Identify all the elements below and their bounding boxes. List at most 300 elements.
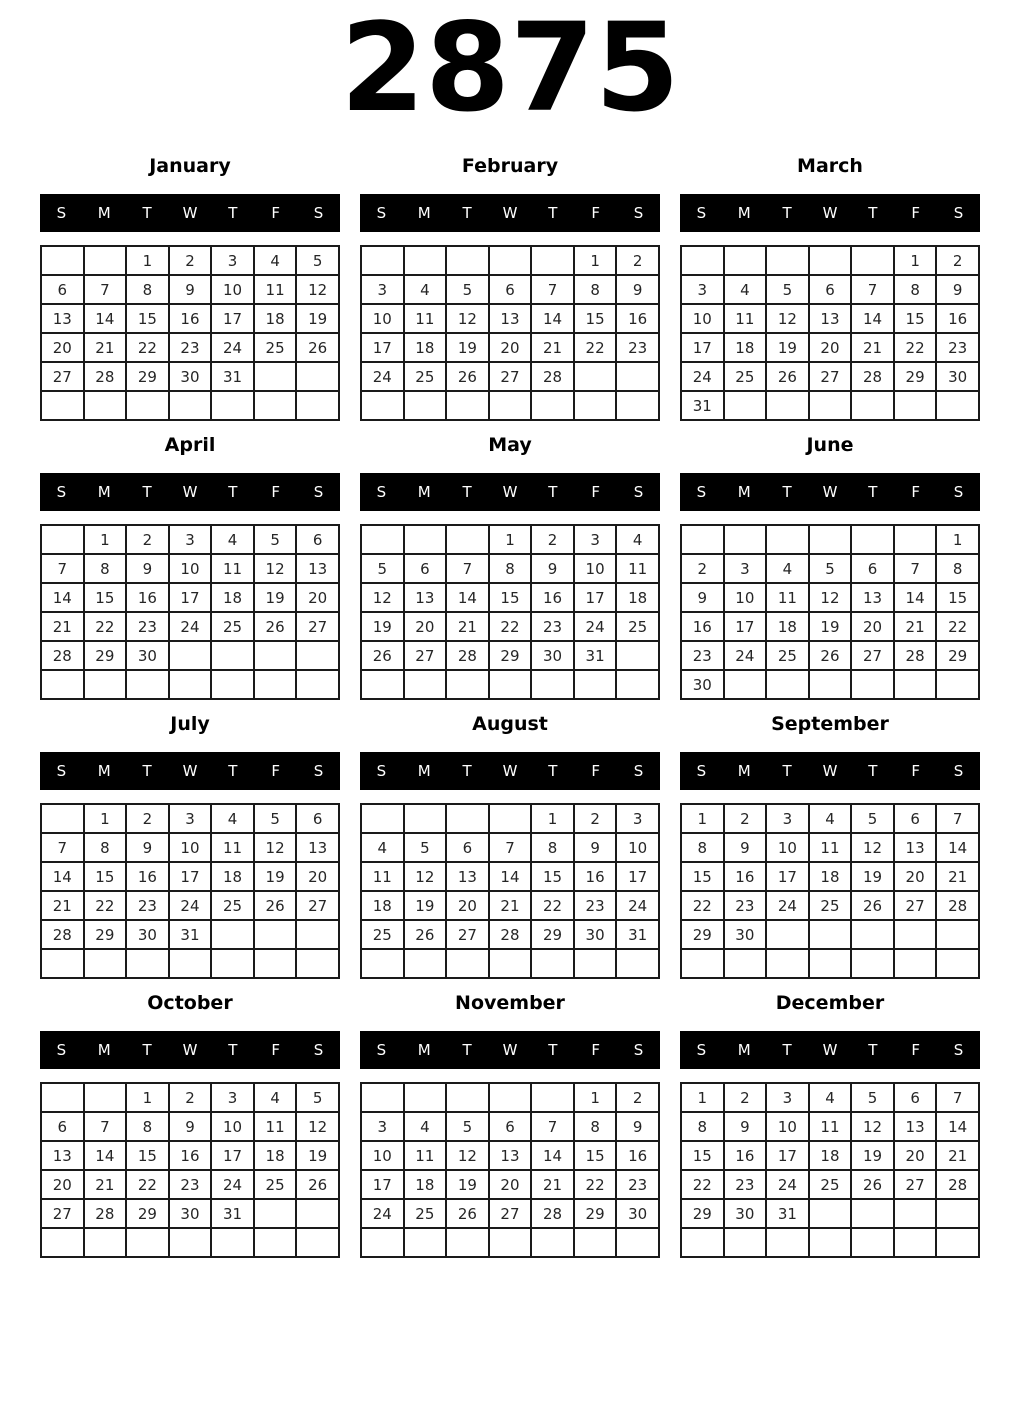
weekday-letter: F xyxy=(271,1041,281,1060)
day-cell: 29 xyxy=(936,641,979,670)
empty-day-cell xyxy=(616,1228,659,1257)
empty-day-cell xyxy=(41,1228,84,1257)
day-cell: 10 xyxy=(766,833,809,862)
day-cell: 7 xyxy=(531,275,574,304)
day-cell: 22 xyxy=(681,891,724,920)
weekday-letter: F xyxy=(271,204,281,223)
weekday-letter: W xyxy=(822,483,838,502)
month-days-body xyxy=(41,246,339,420)
month-block xyxy=(680,154,980,421)
day-cell: 5 xyxy=(296,246,339,275)
empty-day-cell xyxy=(361,1083,404,1112)
week-row xyxy=(681,833,979,862)
month-days-table xyxy=(680,803,980,979)
weekday-letter: M xyxy=(97,204,111,223)
day-cell: 11 xyxy=(616,554,659,583)
day-cell: 5 xyxy=(766,275,809,304)
day-cell: 28 xyxy=(84,1199,127,1228)
day-cell: 11 xyxy=(724,304,767,333)
day-cell: 28 xyxy=(851,362,894,391)
day-cell: 16 xyxy=(169,1141,212,1170)
empty-day-cell xyxy=(489,391,532,420)
month-days-body xyxy=(361,246,659,420)
day-cell: 5 xyxy=(361,554,404,583)
day-cell: 23 xyxy=(724,891,767,920)
empty-day-cell xyxy=(446,391,489,420)
month-days-body xyxy=(41,804,339,978)
week-row xyxy=(41,641,339,670)
day-cell: 10 xyxy=(361,1141,404,1170)
week-row xyxy=(681,641,979,670)
week-row xyxy=(681,304,979,333)
day-cell: 16 xyxy=(169,304,212,333)
day-cell: 12 xyxy=(296,1112,339,1141)
day-cell: 4 xyxy=(724,275,767,304)
weekday-letter: T xyxy=(462,204,472,223)
day-cell: 3 xyxy=(211,1083,254,1112)
day-cell: 4 xyxy=(254,1083,297,1112)
empty-day-cell xyxy=(41,525,84,554)
weekday-header-bar xyxy=(40,194,340,232)
empty-day-cell xyxy=(574,362,617,391)
day-cell: 28 xyxy=(446,641,489,670)
weekday-letter: S xyxy=(633,762,644,781)
day-cell: 26 xyxy=(809,641,852,670)
empty-day-cell xyxy=(489,1228,532,1257)
day-cell: 8 xyxy=(574,275,617,304)
day-cell: 13 xyxy=(894,1112,937,1141)
day-cell: 21 xyxy=(489,891,532,920)
weekday-letter: S xyxy=(376,1041,387,1060)
empty-day-cell xyxy=(211,920,254,949)
day-cell: 15 xyxy=(574,304,617,333)
day-cell: 5 xyxy=(851,804,894,833)
week-row xyxy=(361,304,659,333)
day-cell: 12 xyxy=(296,275,339,304)
day-cell: 9 xyxy=(574,833,617,862)
day-cell: 26 xyxy=(361,641,404,670)
week-row xyxy=(361,275,659,304)
day-cell: 17 xyxy=(616,862,659,891)
day-cell: 23 xyxy=(681,641,724,670)
month-days-table xyxy=(40,803,340,979)
week-row xyxy=(41,525,339,554)
weekday-header-bar xyxy=(360,1031,660,1069)
empty-day-cell xyxy=(254,920,297,949)
day-cell: 3 xyxy=(724,554,767,583)
week-row xyxy=(681,275,979,304)
empty-day-cell xyxy=(766,670,809,699)
day-cell: 20 xyxy=(894,862,937,891)
day-cell: 29 xyxy=(681,1199,724,1228)
day-cell: 18 xyxy=(254,1141,297,1170)
day-cell: 29 xyxy=(574,1199,617,1228)
day-cell: 13 xyxy=(489,1141,532,1170)
week-row xyxy=(361,391,659,420)
day-cell: 26 xyxy=(296,1170,339,1199)
weekday-letter: T xyxy=(782,762,792,781)
empty-day-cell xyxy=(296,949,339,978)
empty-day-cell xyxy=(809,1199,852,1228)
day-cell: 8 xyxy=(681,833,724,862)
day-cell: 22 xyxy=(681,1170,724,1199)
day-cell: 19 xyxy=(446,1170,489,1199)
day-cell: 3 xyxy=(361,275,404,304)
weekday-letter: S xyxy=(56,762,67,781)
weekday-letter: M xyxy=(737,204,751,223)
empty-day-cell xyxy=(851,1199,894,1228)
empty-day-cell xyxy=(574,670,617,699)
week-row xyxy=(361,1112,659,1141)
week-row xyxy=(41,333,339,362)
month-block xyxy=(360,712,660,979)
week-row xyxy=(361,1199,659,1228)
empty-day-cell xyxy=(211,641,254,670)
weekday-letter: W xyxy=(822,1041,838,1060)
empty-day-cell xyxy=(84,1228,127,1257)
empty-day-cell xyxy=(851,949,894,978)
weekday-letter: M xyxy=(737,483,751,502)
weekday-letter: T xyxy=(868,762,878,781)
day-cell: 18 xyxy=(211,583,254,612)
day-cell: 30 xyxy=(681,670,724,699)
empty-day-cell xyxy=(851,525,894,554)
weekday-letter: T xyxy=(868,483,878,502)
day-cell: 7 xyxy=(41,833,84,862)
empty-day-cell xyxy=(254,391,297,420)
day-cell: 24 xyxy=(681,362,724,391)
empty-day-cell xyxy=(254,641,297,670)
week-row xyxy=(681,862,979,891)
weekday-letter: W xyxy=(502,204,518,223)
day-cell: 25 xyxy=(404,1199,447,1228)
weekday-letter: W xyxy=(182,483,198,502)
empty-day-cell xyxy=(574,1228,617,1257)
day-cell: 3 xyxy=(169,525,212,554)
day-cell: 1 xyxy=(894,246,937,275)
weekday-letter: S xyxy=(696,483,707,502)
day-cell: 11 xyxy=(211,554,254,583)
weekday-letter: M xyxy=(417,204,431,223)
month-block xyxy=(680,712,980,979)
week-row xyxy=(681,949,979,978)
day-cell: 22 xyxy=(489,612,532,641)
day-cell: 7 xyxy=(531,1112,574,1141)
day-cell: 20 xyxy=(296,862,339,891)
week-row xyxy=(361,862,659,891)
day-cell: 12 xyxy=(254,833,297,862)
week-row xyxy=(361,525,659,554)
month-block xyxy=(40,712,340,979)
day-cell: 12 xyxy=(851,833,894,862)
day-cell: 6 xyxy=(851,554,894,583)
day-cell: 23 xyxy=(126,891,169,920)
day-cell: 12 xyxy=(404,862,447,891)
day-cell: 7 xyxy=(84,275,127,304)
day-cell: 14 xyxy=(936,833,979,862)
weekday-letter: F xyxy=(911,483,921,502)
weekday-letter: S xyxy=(696,204,707,223)
day-cell: 29 xyxy=(681,920,724,949)
day-cell: 14 xyxy=(936,1112,979,1141)
day-cell: 30 xyxy=(531,641,574,670)
day-cell: 11 xyxy=(809,1112,852,1141)
weekday-letter: M xyxy=(97,483,111,502)
empty-day-cell xyxy=(936,949,979,978)
month-title: July xyxy=(170,713,210,736)
day-cell: 13 xyxy=(851,583,894,612)
week-row xyxy=(681,1112,979,1141)
empty-day-cell xyxy=(851,391,894,420)
empty-day-cell xyxy=(489,804,532,833)
day-cell: 26 xyxy=(446,362,489,391)
day-cell: 25 xyxy=(404,362,447,391)
weekday-letter: S xyxy=(953,762,964,781)
empty-day-cell xyxy=(936,920,979,949)
empty-day-cell xyxy=(254,362,297,391)
day-cell: 19 xyxy=(851,862,894,891)
day-cell: 21 xyxy=(894,612,937,641)
week-row xyxy=(681,362,979,391)
day-cell: 11 xyxy=(211,833,254,862)
empty-day-cell xyxy=(681,525,724,554)
weekday-letter: W xyxy=(182,204,198,223)
day-cell: 6 xyxy=(489,275,532,304)
day-cell: 6 xyxy=(296,525,339,554)
empty-day-cell xyxy=(616,949,659,978)
day-cell: 13 xyxy=(296,554,339,583)
empty-day-cell xyxy=(404,1083,447,1112)
day-cell: 24 xyxy=(169,891,212,920)
day-cell: 22 xyxy=(574,333,617,362)
day-cell: 1 xyxy=(531,804,574,833)
day-cell: 28 xyxy=(489,920,532,949)
day-cell: 15 xyxy=(84,862,127,891)
day-cell: 18 xyxy=(724,333,767,362)
empty-day-cell xyxy=(361,804,404,833)
day-cell: 4 xyxy=(404,1112,447,1141)
day-cell: 7 xyxy=(851,275,894,304)
day-cell: 26 xyxy=(254,612,297,641)
day-cell: 27 xyxy=(296,612,339,641)
weekday-letter: T xyxy=(548,1041,558,1060)
weekday-letter: T xyxy=(782,204,792,223)
day-cell: 16 xyxy=(724,862,767,891)
empty-day-cell xyxy=(574,949,617,978)
day-cell: 16 xyxy=(936,304,979,333)
day-cell: 25 xyxy=(766,641,809,670)
empty-day-cell xyxy=(41,670,84,699)
day-cell: 12 xyxy=(446,304,489,333)
day-cell: 17 xyxy=(169,583,212,612)
day-cell: 4 xyxy=(211,525,254,554)
weekday-letter: S xyxy=(313,204,324,223)
day-cell: 31 xyxy=(211,362,254,391)
day-cell: 8 xyxy=(531,833,574,862)
week-row xyxy=(681,583,979,612)
week-row xyxy=(361,333,659,362)
empty-day-cell xyxy=(254,670,297,699)
day-cell: 18 xyxy=(211,862,254,891)
day-cell: 10 xyxy=(361,304,404,333)
empty-day-cell xyxy=(809,246,852,275)
day-cell: 14 xyxy=(41,862,84,891)
year-title: 2875 xyxy=(340,0,680,139)
week-row xyxy=(41,246,339,275)
day-cell: 13 xyxy=(404,583,447,612)
day-cell: 17 xyxy=(361,333,404,362)
day-cell: 15 xyxy=(126,1141,169,1170)
day-cell: 21 xyxy=(84,1170,127,1199)
empty-day-cell xyxy=(894,525,937,554)
day-cell: 1 xyxy=(936,525,979,554)
day-cell: 14 xyxy=(41,583,84,612)
week-row xyxy=(681,1141,979,1170)
day-cell: 5 xyxy=(296,1083,339,1112)
week-row xyxy=(361,804,659,833)
month-block xyxy=(40,433,340,700)
week-row xyxy=(681,804,979,833)
day-cell: 19 xyxy=(296,304,339,333)
empty-day-cell xyxy=(404,804,447,833)
day-cell: 18 xyxy=(361,891,404,920)
day-cell: 3 xyxy=(169,804,212,833)
day-cell: 10 xyxy=(574,554,617,583)
day-cell: 12 xyxy=(766,304,809,333)
day-cell: 9 xyxy=(169,275,212,304)
day-cell: 20 xyxy=(809,333,852,362)
empty-day-cell xyxy=(809,1228,852,1257)
weekday-letter: F xyxy=(591,762,601,781)
day-cell: 27 xyxy=(851,641,894,670)
day-cell: 21 xyxy=(84,333,127,362)
month-days-body xyxy=(681,1083,979,1257)
day-cell: 13 xyxy=(41,1141,84,1170)
day-cell: 4 xyxy=(211,804,254,833)
empty-day-cell xyxy=(894,949,937,978)
empty-day-cell xyxy=(809,525,852,554)
day-cell: 26 xyxy=(296,333,339,362)
weekday-letter: T xyxy=(868,204,878,223)
day-cell: 25 xyxy=(211,612,254,641)
day-cell: 16 xyxy=(126,862,169,891)
week-row xyxy=(361,1170,659,1199)
day-cell: 12 xyxy=(809,583,852,612)
day-cell: 2 xyxy=(681,554,724,583)
day-cell: 30 xyxy=(936,362,979,391)
weekday-letter: S xyxy=(376,762,387,781)
day-cell: 4 xyxy=(809,804,852,833)
empty-day-cell xyxy=(531,1083,574,1112)
month-days-body xyxy=(681,246,979,420)
day-cell: 29 xyxy=(126,362,169,391)
week-row xyxy=(361,949,659,978)
day-cell: 5 xyxy=(446,275,489,304)
day-cell: 10 xyxy=(169,554,212,583)
empty-day-cell xyxy=(766,246,809,275)
week-row xyxy=(41,1170,339,1199)
day-cell: 5 xyxy=(446,1112,489,1141)
day-cell: 19 xyxy=(296,1141,339,1170)
empty-day-cell xyxy=(404,1228,447,1257)
month-title: December xyxy=(775,992,885,1015)
month-days-body xyxy=(361,525,659,699)
weekday-letter: F xyxy=(911,762,921,781)
day-cell: 13 xyxy=(894,833,937,862)
weekday-letter: M xyxy=(417,1041,431,1060)
empty-day-cell xyxy=(126,949,169,978)
day-cell: 23 xyxy=(531,612,574,641)
weekday-header-bar xyxy=(680,194,980,232)
day-cell: 30 xyxy=(724,920,767,949)
day-cell: 27 xyxy=(41,1199,84,1228)
empty-day-cell xyxy=(126,670,169,699)
week-row xyxy=(361,554,659,583)
weekday-header-bar xyxy=(360,194,660,232)
day-cell: 20 xyxy=(446,891,489,920)
day-cell: 10 xyxy=(681,304,724,333)
week-row xyxy=(361,362,659,391)
day-cell: 18 xyxy=(809,862,852,891)
day-cell: 19 xyxy=(851,1141,894,1170)
day-cell: 8 xyxy=(574,1112,617,1141)
day-cell: 20 xyxy=(489,333,532,362)
empty-day-cell xyxy=(296,920,339,949)
day-cell: 7 xyxy=(936,1083,979,1112)
months-grid xyxy=(40,154,980,1258)
weekday-letter: F xyxy=(271,762,281,781)
day-cell: 12 xyxy=(446,1141,489,1170)
empty-day-cell xyxy=(296,641,339,670)
week-row xyxy=(681,525,979,554)
day-cell: 26 xyxy=(446,1199,489,1228)
day-cell: 11 xyxy=(361,862,404,891)
day-cell: 21 xyxy=(531,1170,574,1199)
empty-day-cell xyxy=(84,246,127,275)
empty-day-cell xyxy=(211,391,254,420)
weekday-letter: T xyxy=(228,204,238,223)
day-cell: 4 xyxy=(361,833,404,862)
day-cell: 23 xyxy=(724,1170,767,1199)
empty-day-cell xyxy=(766,391,809,420)
empty-day-cell xyxy=(489,1083,532,1112)
empty-day-cell xyxy=(126,1228,169,1257)
day-cell: 27 xyxy=(446,920,489,949)
week-row xyxy=(361,246,659,275)
month-title: May xyxy=(488,434,532,457)
week-row xyxy=(361,1083,659,1112)
day-cell: 27 xyxy=(489,1199,532,1228)
weekday-letter: T xyxy=(462,1041,472,1060)
empty-day-cell xyxy=(851,1228,894,1257)
day-cell: 20 xyxy=(489,1170,532,1199)
day-cell: 26 xyxy=(254,891,297,920)
day-cell: 20 xyxy=(41,1170,84,1199)
day-cell: 15 xyxy=(894,304,937,333)
day-cell: 1 xyxy=(681,804,724,833)
month-title: March xyxy=(797,155,863,178)
month-days-table xyxy=(40,245,340,421)
day-cell: 21 xyxy=(446,612,489,641)
month-title: September xyxy=(771,713,889,736)
empty-day-cell xyxy=(681,1228,724,1257)
week-row xyxy=(681,1199,979,1228)
weekday-letter: S xyxy=(696,1041,707,1060)
day-cell: 6 xyxy=(809,275,852,304)
weekday-letter: T xyxy=(868,1041,878,1060)
empty-day-cell xyxy=(404,949,447,978)
day-cell: 2 xyxy=(724,804,767,833)
